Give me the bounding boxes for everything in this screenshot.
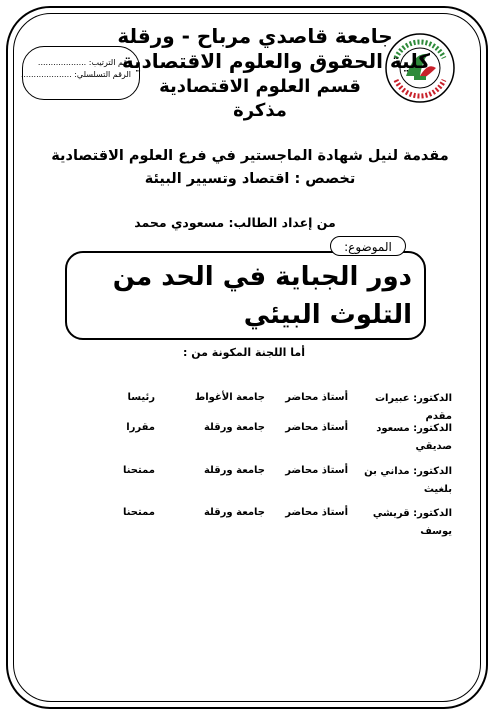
degree-line: مقدمة لنيل شهادة الماجستير في فرع العلوم الاقتصادية [51,148,449,164]
member-role: ممتحنا [122,465,155,476]
member-university: جامعة ورقلة [203,422,265,433]
thesis-title: دور الجباية في الحد من التلوث البيئي [112,262,412,330]
university-name: جامعة قاصدي مرباح - ورقلة [117,24,393,48]
member-university: جامعة الأغواط [194,392,265,403]
member-name: الدكتور: قريشي يوسف [372,508,452,537]
member-role: ممتحنا [122,507,155,518]
member-rank: أستاذ محاضر [285,465,348,476]
member-role: مقررا [126,422,155,433]
order-number-label: رقم الترتيب: ................... [37,58,131,67]
serial-number-label: الرقم التسلسلي: .................... [20,70,131,79]
committee-heading: أما اللجنة المكونة من : [183,346,305,359]
member-name: الدكتور: عبيرات مقدم [374,393,452,422]
member-rank: أستاذ محاضر [285,507,348,518]
member-name: الدكتور: مداني بن بلغيث [364,466,452,495]
member-name: الدكتور: مسعود صديقي [376,423,452,452]
specialty-line: تخصص : اقتصاد وتسيير البيئة [144,171,356,187]
faculty-name: كلية الحقوق والعلوم الاقتصادية [121,49,430,73]
topic-label: الموضوع: [330,236,406,256]
member-university: جامعة ورقلة [203,507,265,518]
member-university: جامعة ورقلة [203,465,265,476]
member-role: رئيسا [127,392,155,403]
topic-box [65,251,426,340]
document-type: مذكرة [233,100,287,121]
department-name: قسم العلوم الاقتصادية [159,76,361,97]
author-line: من إعداد الطالب: مسعودي محمد [134,215,336,230]
member-rank: أستاذ محاضر [285,392,348,403]
member-rank: أستاذ محاضر [285,422,348,433]
